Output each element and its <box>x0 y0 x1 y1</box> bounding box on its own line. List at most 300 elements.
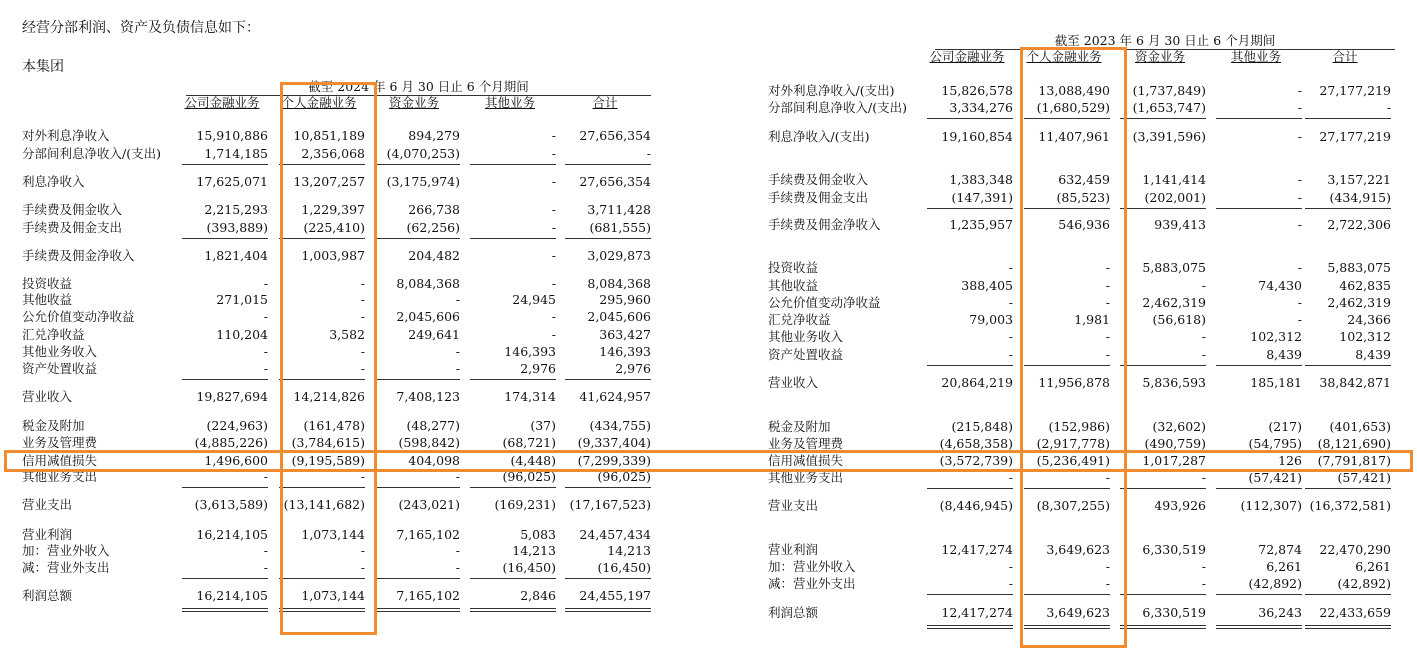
table-cell: - <box>551 202 556 217</box>
table-cell: 388,405 <box>961 278 1013 293</box>
table-cell: - <box>1201 559 1206 574</box>
table-cell: - <box>1008 470 1013 485</box>
table-cell: 3,711,428 <box>587 202 651 217</box>
subtotal-line <box>1120 118 1206 119</box>
subtotal-line <box>927 594 1013 595</box>
table-cell: (16,450) <box>597 560 651 575</box>
table-cell: 41,624,957 <box>579 389 651 404</box>
row-label: 利润总额 <box>768 605 819 620</box>
subtotal-line <box>1216 118 1302 119</box>
subtotal-line <box>565 238 651 239</box>
table-cell: 2,462,319 <box>1327 295 1391 310</box>
table-cell: - <box>1105 347 1110 362</box>
table-cell: (434,915) <box>1329 190 1391 205</box>
row-label: 手续费及佣金收入 <box>22 202 123 217</box>
table-cell: 27,656,354 <box>579 174 651 189</box>
intro-text: 经营分部利润、资产及负债信息如下： <box>22 20 260 36</box>
subtotal-line <box>470 379 556 380</box>
table-cell: (225,410) <box>303 220 365 235</box>
row-label: 税金及附加 <box>22 418 85 433</box>
subtotal-line <box>927 488 1013 489</box>
table-cell: 8,084,368 <box>396 276 460 291</box>
table-cell: 110,204 <box>216 327 268 342</box>
table-cell: - <box>360 469 365 484</box>
table-cell: 7,408,123 <box>396 389 460 404</box>
subtotal-line <box>374 164 460 165</box>
table-cell: 546,936 <box>1058 217 1110 232</box>
subtotal-line <box>927 118 1013 119</box>
total-line <box>374 608 460 609</box>
subtotal-line <box>182 578 268 579</box>
table-cell: - <box>455 292 460 307</box>
table-cell: 8,439 <box>1355 347 1391 362</box>
table-cell: 3,649,623 <box>1046 605 1110 620</box>
table-cell: 8,439 <box>1266 347 1302 362</box>
table-cell: - <box>1008 347 1013 362</box>
row-label: 手续费及佣金收入 <box>768 172 869 187</box>
row-label: 业务及管理费 <box>768 436 844 451</box>
total-line <box>1305 628 1391 629</box>
table-cell: - <box>551 220 556 235</box>
table-cell: 19,160,854 <box>941 129 1013 144</box>
table-cell: (243,021) <box>398 497 460 512</box>
column-header: 资金业务 <box>1134 49 1185 64</box>
table-cell: (401,653) <box>1329 419 1391 434</box>
table-cell: 6,330,519 <box>1142 605 1206 620</box>
table-cell: (490,759) <box>1144 436 1206 451</box>
table-cell: (9,337,404) <box>577 435 651 450</box>
table-cell: 1,003,987 <box>301 248 365 263</box>
table-cell: (1,680,529) <box>1036 100 1110 115</box>
row-label: 加：营业外收入 <box>22 543 110 558</box>
table-cell: (5,236,491) <box>1036 453 1110 468</box>
table-cell: 2,462,319 <box>1142 295 1206 310</box>
table-cell: 3,334,276 <box>949 100 1013 115</box>
total-line <box>374 611 460 612</box>
table-cell: 462,835 <box>1339 278 1391 293</box>
table-cell: 363,427 <box>599 327 651 342</box>
table-cell: - <box>263 361 268 376</box>
table-cell: 2,215,293 <box>204 202 268 217</box>
table-cell: - <box>1008 329 1013 344</box>
row-label: 营业利润 <box>768 542 819 557</box>
table-cell: 11,407,961 <box>1038 129 1110 144</box>
table-cell: 17,625,071 <box>196 174 268 189</box>
subtotal-line <box>1120 365 1206 366</box>
subtotal-line <box>470 487 556 488</box>
period-header: 截至 2024 年 6 月 30 日止 6 个月期间 <box>308 79 529 94</box>
table-cell: - <box>1105 559 1110 574</box>
table-cell: 939,413 <box>1154 217 1206 232</box>
table-cell: - <box>1008 576 1013 591</box>
table-cell: 295,960 <box>599 292 651 307</box>
total-line <box>927 628 1013 629</box>
table-cell: 15,826,578 <box>941 83 1013 98</box>
subtotal-line <box>1305 365 1391 366</box>
table-cell: 102,312 <box>1339 329 1391 344</box>
table-cell: - <box>1105 329 1110 344</box>
table-cell: (16,450) <box>502 560 556 575</box>
table-cell: (7,791,817) <box>1317 453 1391 468</box>
row-label: 利润总额 <box>22 588 73 603</box>
table-cell: - <box>360 344 365 359</box>
table-cell: 1,073,144 <box>301 527 365 542</box>
subtotal-line <box>182 487 268 488</box>
table-cell: - <box>1201 329 1206 344</box>
table-cell: 1,714,185 <box>204 146 268 161</box>
table-cell: 38,842,871 <box>1319 375 1391 390</box>
table-cell: (4,070,253) <box>386 146 460 161</box>
table-cell: 404,098 <box>408 453 460 468</box>
table-cell: 6,261 <box>1266 559 1302 574</box>
row-label: 利息净收入/(支出) <box>768 129 870 144</box>
table-cell: 6,261 <box>1355 559 1391 574</box>
table-cell: - <box>1297 295 1302 310</box>
table-cell: (8,307,255) <box>1036 498 1110 513</box>
subtotal-line <box>374 379 460 380</box>
table-cell: (32,602) <box>1152 419 1206 434</box>
table-cell: - <box>360 560 365 575</box>
table-cell: - <box>1201 347 1206 362</box>
table-cell: - <box>1201 576 1206 591</box>
row-label: 信用减值损失 <box>22 453 98 468</box>
table-cell: 3,029,873 <box>587 248 651 263</box>
table-cell: (7,299,339) <box>577 453 651 468</box>
row-label: 其他收益 <box>768 278 819 293</box>
subtotal-line <box>1120 488 1206 489</box>
table-cell: 79,003 <box>969 312 1013 327</box>
row-label: 其他业务支出 <box>22 469 98 484</box>
highlight-right-column <box>1020 47 1127 648</box>
subtotal-line <box>1120 208 1206 209</box>
subtotal-line <box>927 208 1013 209</box>
table-cell: - <box>455 469 460 484</box>
table-cell: 12,417,274 <box>941 605 1013 620</box>
table-cell: 13,207,257 <box>293 174 365 189</box>
table-cell: 126 <box>1278 453 1302 468</box>
table-cell: (161,478) <box>303 418 365 433</box>
column-header: 合计 <box>592 95 618 110</box>
total-line <box>565 608 651 609</box>
table-cell: (152,986) <box>1048 419 1110 434</box>
table-cell: - <box>455 344 460 359</box>
column-header: 个人金融业务 <box>1026 49 1102 64</box>
table-cell: - <box>1386 100 1391 115</box>
row-label: 营业收入 <box>22 389 73 404</box>
table-cell: 204,482 <box>408 248 460 263</box>
row-label: 其他收益 <box>22 292 73 307</box>
table-cell: 74,430 <box>1258 278 1302 293</box>
row-label: 投资收益 <box>22 276 73 291</box>
table-cell: 249,641 <box>408 327 460 342</box>
row-label: 营业收入 <box>768 375 819 390</box>
total-line <box>470 611 556 612</box>
table-cell: 632,459 <box>1058 172 1110 187</box>
table-cell: 174,314 <box>504 389 556 404</box>
subtotal-line <box>182 379 268 380</box>
subtotal-line <box>1120 594 1206 595</box>
table-cell: - <box>1297 100 1302 115</box>
table-cell: 1,383,348 <box>949 172 1013 187</box>
table-cell: 36,243 <box>1258 605 1302 620</box>
table-cell: 12,417,274 <box>941 542 1013 557</box>
table-cell: 185,181 <box>1250 375 1302 390</box>
table-cell: 14,213 <box>607 543 651 558</box>
table-cell: 271,015 <box>216 292 268 307</box>
table-cell: 72,874 <box>1258 542 1302 557</box>
total-line <box>565 611 651 612</box>
table-cell: 1,017,287 <box>1142 453 1206 468</box>
table-cell: 20,864,219 <box>941 375 1013 390</box>
table-cell: (16,372,581) <box>1309 498 1391 513</box>
row-label: 减：营业外支出 <box>22 560 110 575</box>
table-cell: (215,848) <box>951 419 1013 434</box>
table-cell: 1,496,600 <box>204 453 268 468</box>
row-label: 税金及附加 <box>768 419 831 434</box>
row-label: 业务及管理费 <box>22 435 98 450</box>
table-cell: - <box>1297 312 1302 327</box>
row-label: 资产处置收益 <box>22 361 98 376</box>
subtitle: 本集团 <box>22 59 64 75</box>
table-cell: 27,177,219 <box>1319 83 1391 98</box>
highlight-left-column <box>280 82 377 635</box>
subtotal-line <box>1216 594 1302 595</box>
subtotal-line <box>1305 208 1391 209</box>
subtotal-line <box>374 487 460 488</box>
table-cell: (57,421) <box>1337 470 1391 485</box>
row-label: 加：营业外收入 <box>768 559 856 574</box>
subtotal-line <box>927 365 1013 366</box>
table-cell: (3,572,739) <box>939 453 1013 468</box>
table-cell: 1,235,957 <box>949 217 1013 232</box>
table-cell: (62,256) <box>406 220 460 235</box>
table-cell: 266,738 <box>408 202 460 217</box>
total-line <box>1305 625 1391 626</box>
table-cell: (42,892) <box>1337 576 1391 591</box>
column-header: 公司金融业务 <box>184 95 260 110</box>
table-cell: - <box>1008 295 1013 310</box>
table-cell: 24,945 <box>512 292 556 307</box>
table-cell: - <box>551 309 556 324</box>
row-label: 分部间利息净收入/(支出) <box>22 146 161 161</box>
table-cell: (112,307) <box>1240 498 1302 513</box>
subtotal-line <box>182 238 268 239</box>
table-cell: (169,231) <box>494 497 556 512</box>
table-cell: - <box>551 248 556 263</box>
total-line <box>1216 628 1302 629</box>
table-cell: (147,391) <box>951 190 1013 205</box>
subtotal-line <box>1305 594 1391 595</box>
table-cell: (217) <box>1268 419 1302 434</box>
table-cell: 894,279 <box>408 128 460 143</box>
row-label: 对外利息净收入 <box>22 128 110 143</box>
table-cell: - <box>1297 172 1302 187</box>
table-cell: - <box>1105 260 1110 275</box>
table-cell: 1,821,404 <box>204 248 268 263</box>
subtotal-line <box>1305 488 1391 489</box>
row-label: 手续费及佣金支出 <box>22 220 123 235</box>
row-label: 手续费及佣金净收入 <box>768 217 881 232</box>
row-label: 信用减值损失 <box>768 453 844 468</box>
table-cell: (57,421) <box>1248 470 1302 485</box>
table-cell: 8,084,368 <box>587 276 651 291</box>
total-line <box>182 611 268 612</box>
table-cell: - <box>263 469 268 484</box>
table-cell: (9,195,589) <box>291 453 365 468</box>
total-line <box>1120 625 1206 626</box>
table-cell: (4,658,358) <box>939 436 1013 451</box>
table-cell: 3,157,221 <box>1327 172 1391 187</box>
table-cell: (4,885,226) <box>194 435 268 450</box>
row-label: 投资收益 <box>768 260 819 275</box>
table-cell: (2,917,778) <box>1036 436 1110 451</box>
table-cell: 7,165,102 <box>396 588 460 603</box>
table-cell: - <box>1105 278 1110 293</box>
table-cell: - <box>263 560 268 575</box>
table-cell: 24,366 <box>1347 312 1391 327</box>
row-label: 手续费及佣金支出 <box>768 190 869 205</box>
table-cell: 27,656,354 <box>579 128 651 143</box>
total-line <box>1120 628 1206 629</box>
row-label: 汇兑净收益 <box>768 312 831 327</box>
subtotal-line <box>1216 208 1302 209</box>
row-label: 手续费及佣金净收入 <box>22 248 135 263</box>
subtotal-line <box>565 578 651 579</box>
table-cell: (1,737,849) <box>1132 83 1206 98</box>
table-cell: 27,177,219 <box>1319 129 1391 144</box>
table-cell: (8,446,945) <box>939 498 1013 513</box>
table-cell: 2,722,306 <box>1327 217 1391 232</box>
table-cell: 24,455,197 <box>579 588 651 603</box>
table-cell: (681,555) <box>589 220 651 235</box>
table-cell: (393,889) <box>206 220 268 235</box>
row-label: 公允价值变动净收益 <box>22 309 135 324</box>
table-cell: 24,457,434 <box>579 527 651 542</box>
table-cell: - <box>263 276 268 291</box>
column-header: 资金业务 <box>388 95 439 110</box>
table-cell: (3,391,596) <box>1132 129 1206 144</box>
table-cell: - <box>1105 295 1110 310</box>
table-cell: 7,165,102 <box>396 527 460 542</box>
table-cell: 3,582 <box>329 327 365 342</box>
table-cell: - <box>1201 278 1206 293</box>
table-cell: 22,433,659 <box>1319 605 1391 620</box>
row-label: 营业支出 <box>22 497 73 512</box>
table-cell: (48,277) <box>406 418 460 433</box>
table-cell: 2,846 <box>520 588 556 603</box>
subtotal-line <box>374 578 460 579</box>
total-line <box>182 608 268 609</box>
row-label: 减：营业外支出 <box>768 576 856 591</box>
table-cell: 2,045,606 <box>587 309 651 324</box>
table-cell: - <box>455 543 460 558</box>
period-header: 截至 2023 年 6 月 30 日止 6 个月期间 <box>1054 33 1276 48</box>
table-cell: 19,827,694 <box>196 389 268 404</box>
table-cell: 2,356,068 <box>301 146 365 161</box>
row-label: 汇兑净收益 <box>22 327 85 342</box>
row-label: 利息净收入 <box>22 174 85 189</box>
table-cell: - <box>1105 576 1110 591</box>
table-cell: 15,910,886 <box>196 128 268 143</box>
table-cell: 5,883,075 <box>1142 260 1206 275</box>
row-label: 公允价值变动净收益 <box>768 295 881 310</box>
row-label: 营业支出 <box>768 498 819 513</box>
table-cell: (3,613,589) <box>194 497 268 512</box>
table-cell: (1,653,747) <box>1132 100 1206 115</box>
row-label: 资产处置收益 <box>768 347 844 362</box>
table-cell: 6,330,519 <box>1142 542 1206 557</box>
total-line <box>1216 625 1302 626</box>
table-cell: 16,214,105 <box>196 527 268 542</box>
table-cell: 11,956,878 <box>1038 375 1110 390</box>
table-cell: 13,088,490 <box>1038 83 1110 98</box>
table-cell: 1,073,144 <box>301 588 365 603</box>
table-cell: 146,393 <box>504 344 556 359</box>
table-cell: (85,523) <box>1056 190 1110 205</box>
subtotal-line <box>1216 488 1302 489</box>
table-cell: (13,141,682) <box>283 497 365 512</box>
table-cell: 10,851,189 <box>293 128 365 143</box>
column-header: 个人金融业务 <box>281 95 357 110</box>
table-cell: - <box>551 327 556 342</box>
table-cell: - <box>1105 470 1110 485</box>
table-cell: (598,842) <box>398 435 460 450</box>
row-label: 对外利息净收入/(支出) <box>768 83 895 98</box>
table-cell: 3,649,623 <box>1046 542 1110 557</box>
column-header: 其他业务 <box>484 95 535 110</box>
table-cell: - <box>263 344 268 359</box>
row-label: 分部间利息净收入/(支出) <box>768 100 907 115</box>
table-cell: 146,393 <box>599 344 651 359</box>
table-cell: 1,141,414 <box>1142 172 1206 187</box>
table-cell: - <box>1297 129 1302 144</box>
table-cell: (37) <box>530 418 556 433</box>
table-cell: (3,784,615) <box>291 435 365 450</box>
table-cell: - <box>1297 217 1302 232</box>
table-cell: - <box>455 560 460 575</box>
subtotal-line <box>1305 118 1391 119</box>
table-cell: 5,836,593 <box>1142 375 1206 390</box>
row-label: 营业利润 <box>22 527 73 542</box>
table-cell: - <box>551 174 556 189</box>
subtotal-line <box>565 379 651 380</box>
table-cell: - <box>360 276 365 291</box>
subtotal-line <box>374 238 460 239</box>
total-line <box>927 625 1013 626</box>
table-cell: 16,214,105 <box>196 588 268 603</box>
column-header: 其他业务 <box>1230 49 1281 64</box>
table-cell: - <box>1008 260 1013 275</box>
column-header: 公司金融业务 <box>929 49 1005 64</box>
table-cell: - <box>1008 559 1013 574</box>
table-cell: (4,448) <box>510 453 556 468</box>
table-cell: 14,214,826 <box>293 389 365 404</box>
table-cell: - <box>263 543 268 558</box>
table-cell: - <box>551 146 556 161</box>
table-cell: - <box>455 361 460 376</box>
table-cell: - <box>360 309 365 324</box>
table-cell: - <box>551 128 556 143</box>
table-cell: (17,167,523) <box>569 497 651 512</box>
table-cell: (42,892) <box>1248 576 1302 591</box>
table-cell: - <box>1201 470 1206 485</box>
table-cell: (202,001) <box>1144 190 1206 205</box>
table-cell: (8,121,690) <box>1317 436 1391 451</box>
table-cell: (224,963) <box>206 418 268 433</box>
table-cell: (54,795) <box>1248 436 1302 451</box>
table-cell: 1,229,397 <box>301 202 365 217</box>
row-label: 其他业务支出 <box>768 470 844 485</box>
